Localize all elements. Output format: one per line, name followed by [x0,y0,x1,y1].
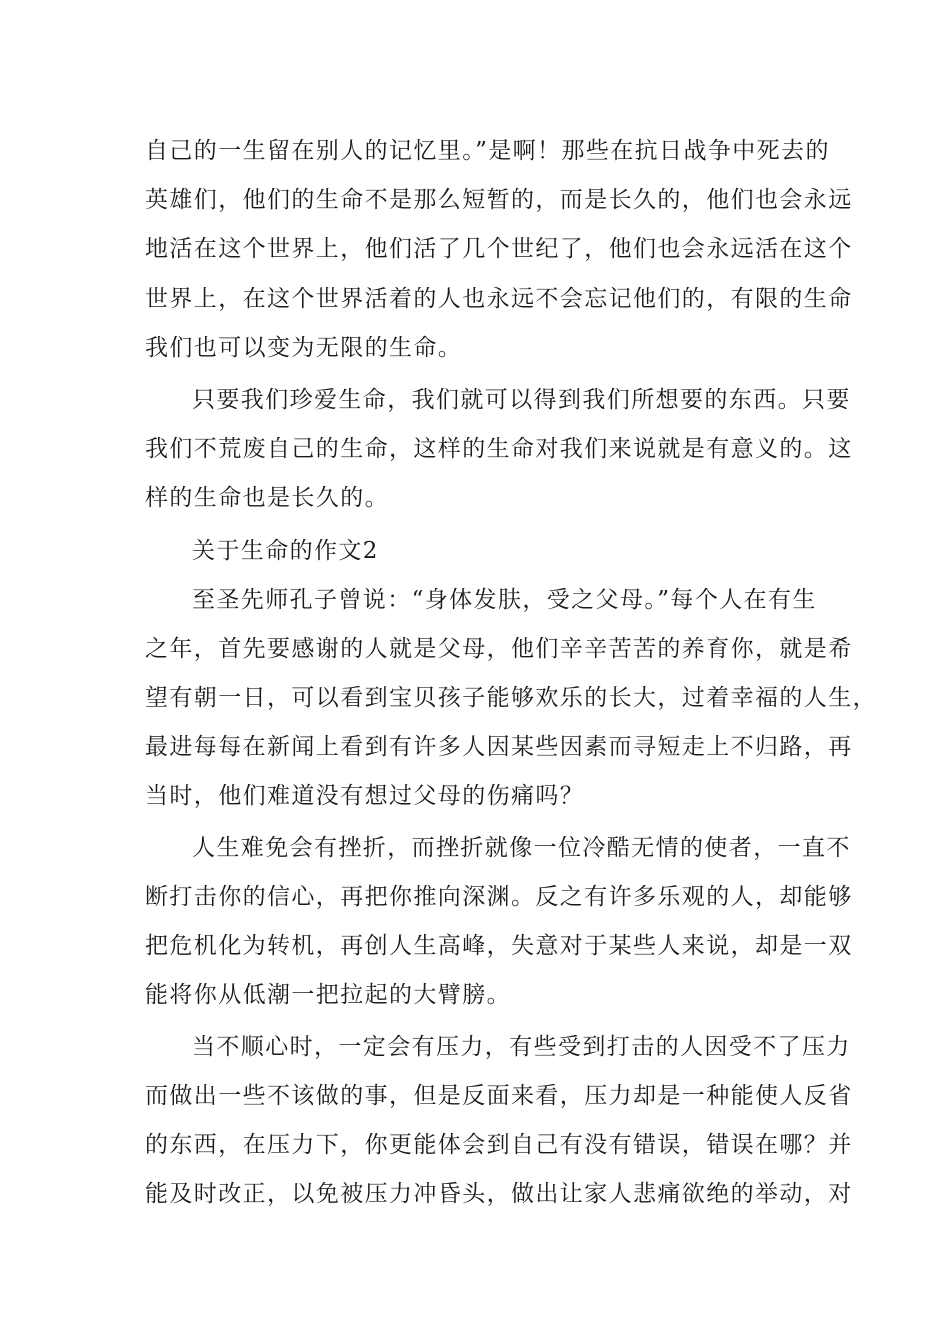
text-line: 的东西，在压力下，你更能体会到自己有没有错误，错误在哪？并 [145,1132,853,1158]
section-heading: 关于生命的作文2 [192,538,379,564]
text-line: 人生难免会有挫折，而挫折就像一位冷酷无情的使者，一直不 [192,835,851,861]
text-line: 自己的一生留在别人的记忆里。”是啊！那些在抗日战争中死去的 [145,138,830,164]
text-line: 当时，他们难道没有想过父母的伤痛吗？ [145,783,585,809]
text-line: 能及时改正，以免被压力冲昏头，做出让家人悲痛欲绝的举动，对 [145,1181,853,1207]
text-line: 我们不荒废自己的生命，这样的生命对我们来说就是有意义的。这 [145,436,853,462]
text-line: 断打击你的信心，再把你推向深渊。反之有许多乐观的人，却能够 [145,884,853,910]
text-line: 之年，首先要感谢的人就是父母，他们辛辛苦苦的养育你，就是希 [145,636,853,662]
text-line: 至圣先师孔子曾说：“身体发肤，受之父母。”每个人在有生 [192,587,817,613]
text-line: 把危机化为转机，再创人生高峰，失意对于某些人来说，却是一双 [145,933,853,959]
text-line: 能将你从低潮一把拉起的大臂膀。 [145,982,511,1008]
text-line: 而做出一些不该做的事，但是反面来看，压力却是一种能使人反省 [145,1083,853,1109]
text-line: 望有朝一日，可以看到宝贝孩子能够欢乐的长大，过着幸福的人生， [145,685,877,711]
text-line: 我们也可以变为无限的生命。 [145,335,463,361]
text-line: 地活在这个世界上，他们活了几个世纪了，他们也会永远活在这个 [145,236,853,262]
text-line: 只要我们珍爱生命，我们就可以得到我们所想要的东西。只要 [192,387,851,413]
text-line: 最进每每在新闻上看到有许多人因某些因素而寻短走上不归路，再 [145,734,853,760]
text-line: 英雄们，他们的生命不是那么短暂的，而是长久的，他们也会永远 [145,187,853,213]
text-line: 当不顺心时，一定会有压力，有些受到打击的人因受不了压力 [192,1034,851,1060]
text-line: 样的生命也是长久的。 [145,485,389,511]
text-line: 世界上，在这个世界活着的人也永远不会忘记他们的，有限的生命 [145,286,853,312]
